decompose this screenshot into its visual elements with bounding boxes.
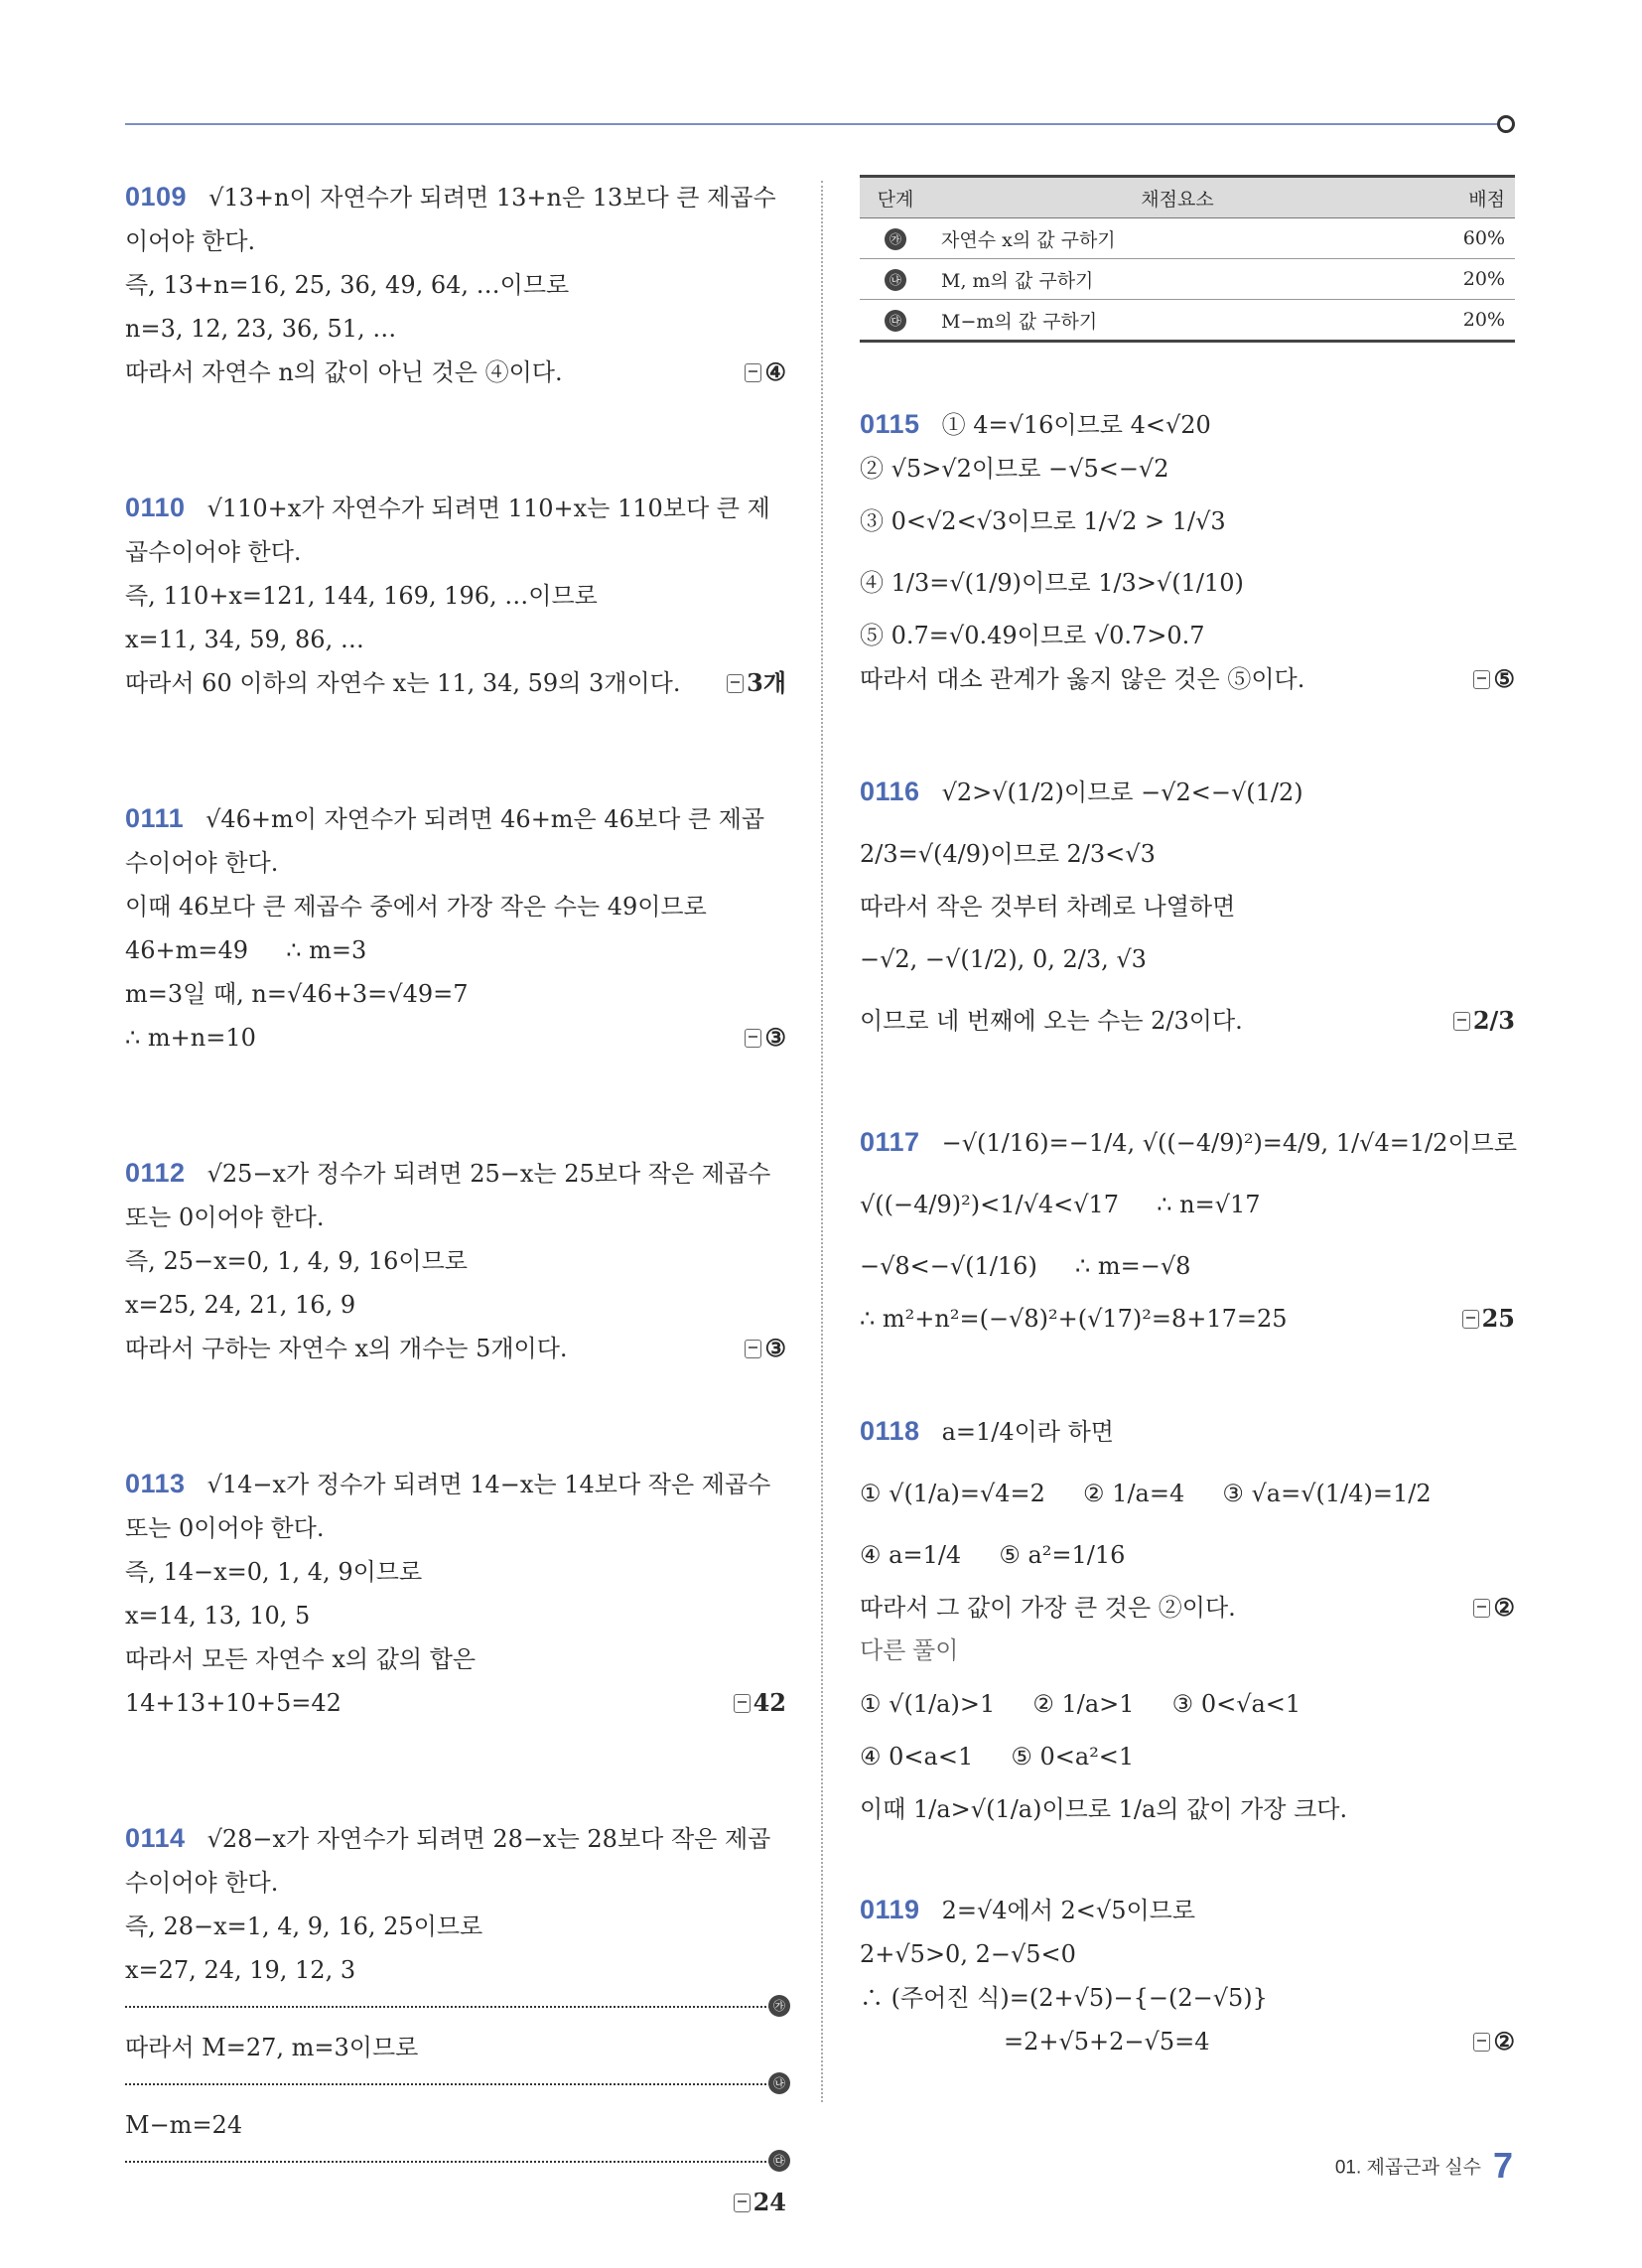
solution-line: ∴ m+n=10 (125, 1024, 256, 1052)
solution-line: √110+x가 자연수가 되려면 110+x는 110보다 큰 제 (206, 495, 770, 522)
solution-line: 46+m=49 ∴ m=3 (125, 936, 367, 964)
problem-number: 0114 (125, 1823, 186, 1853)
problem-number: 0113 (125, 1469, 186, 1498)
answer-value: 3개 (747, 668, 786, 697)
answer-badge-icon (1462, 1310, 1479, 1329)
solution-line: √2>√(1/2)이므로 −√2<−√(1/2) (941, 779, 1303, 806)
solution-line: 따라서 자연수 n의 값이 아닌 것은 ④이다. (125, 358, 563, 386)
answer-badge-icon (1473, 2033, 1490, 2052)
solution-line: −√2, −√(1/2), 0, 2/3, √3 (860, 945, 1147, 973)
solution-line: x=11, 34, 59, 86, … (125, 626, 364, 653)
step-marker: ㉮ (885, 228, 906, 250)
solution-line: 즉, 25−x=0, 1, 4, 9, 16이므로 (125, 1247, 468, 1275)
solution-line: 따라서 그 값이 가장 큰 것은 ②이다. (860, 1594, 1236, 1622)
answer-badge-icon (1473, 670, 1490, 689)
solution-line: 2/3=√(4/9)이므로 2/3<√3 (860, 840, 1156, 868)
problem-0110 (125, 486, 786, 705)
answer (727, 661, 786, 705)
problem-number: 0119 (860, 1895, 920, 1924)
problem-0116 (860, 761, 1515, 1052)
solution-line: 따라서 60 이하의 자연수 x는 11, 34, 59의 3개이다. (125, 669, 681, 697)
answer-value: ② (1493, 1593, 1515, 1622)
table-header: 배점 (1415, 177, 1515, 218)
solution-line: x=27, 24, 19, 12, 3 (125, 1956, 356, 1984)
problem-number: 0109 (125, 182, 188, 212)
solution-line: ④ a=1/4 ⑤ a²=1/16 (860, 1541, 1126, 1569)
problem-0113 (125, 1462, 786, 1725)
alt-solution-label: 다른 풀이 (860, 1637, 959, 1664)
solution-line: ① 4=√16이므로 4<√20 (941, 411, 1211, 439)
solution-line: 14+13+10+5=42 (125, 1689, 342, 1717)
answer-value: 2/3 (1472, 1006, 1515, 1035)
solution-line: 또는 0이어야 한다. (125, 1204, 325, 1231)
chapter-title: 01. 제곱근과 실수 (1334, 2157, 1481, 2179)
solution-line: 수이어야 한다. (125, 849, 279, 877)
problem-0114 (125, 1816, 786, 2224)
solution-line: 따라서 M=27, m=3이므로 (125, 2034, 419, 2061)
answer (1453, 990, 1515, 1052)
step-marker: ㉯ (768, 2072, 790, 2094)
problem-number: 0111 (125, 803, 185, 833)
problem-number: 0118 (860, 1416, 920, 1446)
scoring-table (860, 175, 1515, 343)
problem-0117 (860, 1111, 1518, 1341)
solution-line: ④ 0<a<1 ⑤ 0<a²<1 (860, 1743, 1135, 1771)
answer-value: 25 (1481, 1304, 1515, 1333)
solution-line: M−m=24 (125, 2111, 243, 2139)
solution-line: ⑤ 0.7=√0.49이므로 √0.7>0.7 (860, 622, 1205, 649)
answer (745, 1327, 786, 1370)
solution-line: 2+√5>0, 2−√5<0 (860, 1940, 1076, 1968)
solution-line: √46+m이 자연수가 되려면 46+m은 46보다 큰 제곱 (205, 805, 765, 833)
answer-value: ④ (764, 357, 786, 386)
step-marker: ㉯ (885, 269, 906, 291)
top-rule (125, 123, 1507, 125)
solution-line: √28−x가 자연수가 되려면 28−x는 28보다 작은 제곱 (206, 1825, 771, 1853)
table-row (860, 218, 1515, 259)
solution-line: 이때 1/a>√(1/a)이므로 1/a의 값이 가장 크다. (860, 1795, 1348, 1823)
solution-line: 또는 0이어야 한다. (125, 1514, 325, 1542)
solution-line: √14−x가 정수가 되려면 14−x는 14보다 작은 제곱수 (206, 1471, 771, 1498)
answer (734, 2181, 786, 2224)
solution-line: x=14, 13, 10, 5 (125, 1602, 311, 1630)
solution-line: √13+n이 자연수가 되려면 13+n은 13보다 큰 제곱수 (208, 184, 776, 212)
solution-line: =2+√5+2−√5=4 (1004, 2028, 1210, 2055)
solution-line: √25−x가 정수가 되려면 25−x는 25보다 작은 제곱수 (206, 1160, 771, 1188)
step-marker: ㉰ (885, 310, 906, 332)
solution-line: m=3일 때, n=√46+3=√49=7 (125, 980, 469, 1008)
solution-line: −√(1/16)=−1/4, √((−4/9)²)=4/9, 1/√4=1/2이므로 (941, 1129, 1518, 1157)
solution-line: 따라서 모든 자연수 x의 값의 합은 (125, 1645, 477, 1673)
solution-line: 즉, 13+n=16, 25, 36, 49, 64, …이므로 (125, 271, 570, 299)
solution-line: ② √5>√2이므로 −√5<−√2 (860, 455, 1169, 483)
solution-line: 따라서 대소 관계가 옳지 않은 것은 ⑤이다. (860, 665, 1305, 693)
left-column (125, 175, 786, 2224)
table-cell: M, m의 값 구하기 (931, 259, 1415, 300)
solution-line: n=3, 12, 23, 36, 51, … (125, 315, 397, 343)
problem-number: 0115 (860, 409, 920, 439)
answer-value: 42 (753, 1688, 786, 1717)
step-divider (125, 1999, 786, 2013)
solution-line: 이므로 네 번째에 오는 수는 2/3이다. (860, 1007, 1243, 1035)
table-cell: 20% (1415, 300, 1515, 342)
problem-0118 (860, 1400, 1515, 1840)
answer (1473, 1586, 1515, 1630)
table-header: 채점요소 (931, 177, 1415, 218)
page-number: 7 (1492, 2145, 1513, 2186)
table-cell: M−m의 값 구하기 (931, 300, 1415, 342)
answer-value: ⑤ (1493, 664, 1515, 693)
solution-line: x=25, 24, 21, 16, 9 (125, 1291, 356, 1319)
solution-line: 따라서 구하는 자연수 x의 개수는 5개이다. (125, 1335, 568, 1362)
problem-number: 0116 (860, 777, 920, 806)
solution-line: ④ 1/3=√(1/9)이므로 1/3>√(1/10) (860, 569, 1244, 597)
table-row (860, 300, 1515, 342)
problem-0115 (860, 402, 1515, 701)
table-cell: 20% (1415, 259, 1515, 300)
problem-0109 (125, 175, 786, 394)
page-footer (1335, 2145, 1513, 2187)
solution-line: ∴ (주어진 식)=(2+√5)−{−(2−√5)} (860, 1984, 1268, 2012)
solution-line: 이때 46보다 큰 제곱수 중에서 가장 작은 수는 49이므로 (125, 893, 707, 921)
problem-0112 (125, 1151, 786, 1370)
solution-line: ① √(1/a)=√4=2 ② 1/a=4 ③ √a=√(1/4)=1/2 (860, 1480, 1432, 1507)
solution-line: 즉, 110+x=121, 144, 169, 196, …이므로 (125, 582, 598, 610)
solution-line: 이어야 한다. (125, 227, 256, 255)
problem-0119 (860, 1888, 1515, 2063)
step-divider (125, 2154, 786, 2168)
solution-line: ① √(1/a)>1 ② 1/a>1 ③ 0<√a<1 (860, 1690, 1301, 1718)
problem-number: 0112 (125, 1158, 186, 1188)
solution-line: 즉, 28−x=1, 4, 9, 16, 25이므로 (125, 1913, 483, 1940)
answer-badge-icon (734, 2194, 751, 2212)
solution-line: 즉, 14−x=0, 1, 4, 9이므로 (125, 1558, 423, 1586)
solution-line: −√8<−√(1/16) ∴ m=−√8 (860, 1252, 1191, 1280)
answer-badge-icon (745, 1029, 761, 1048)
right-column (860, 175, 1518, 2063)
solution-line: 2=√4에서 2<√5이므로 (941, 1897, 1196, 1924)
answer-badge-icon (727, 674, 744, 693)
step-marker: ㉰ (768, 2150, 790, 2172)
answer-value: ③ (764, 1023, 786, 1052)
solution-line: 곱수이어야 한다. (125, 538, 302, 566)
step-divider (125, 2076, 786, 2090)
answer-badge-icon (1453, 1012, 1470, 1031)
answer (1473, 2020, 1515, 2063)
problem-0111 (125, 796, 786, 1060)
answer-badge-icon (1473, 1599, 1490, 1618)
answer (745, 351, 786, 394)
solution-line: ③ 0<√2<√3이므로 1/√2 > 1/√3 (860, 507, 1226, 535)
answer (1462, 1297, 1515, 1341)
answer (734, 1681, 786, 1725)
answer-badge-icon (734, 1694, 751, 1713)
solution-line: 수이어야 한다. (125, 1869, 279, 1897)
column-divider (821, 181, 823, 2102)
table-header-row (860, 177, 1515, 218)
solution-line: ∴ m²+n²=(−√8)²+(√17)²=8+17=25 (860, 1305, 1288, 1333)
answer-badge-icon (745, 363, 761, 382)
table-header: 단계 (860, 177, 931, 218)
answer-badge-icon (745, 1340, 761, 1358)
answer (745, 1016, 786, 1060)
solution-line: √((−4/9)²)<1/√4<√17 ∴ n=√17 (860, 1191, 1261, 1218)
solution-line: 따라서 작은 것부터 차례로 나열하면 (860, 893, 1236, 921)
answer-value: ② (1493, 2027, 1515, 2055)
answer-value: ③ (764, 1334, 786, 1362)
top-rule-end-dot (1497, 115, 1515, 133)
answer (1473, 657, 1515, 701)
problem-number: 0117 (860, 1127, 920, 1157)
solution-line: a=1/4이라 하면 (941, 1418, 1114, 1446)
table-cell: 60% (1415, 218, 1515, 259)
answer-value: 24 (753, 2188, 786, 2216)
table-cell: 자연수 x의 값 구하기 (931, 218, 1415, 259)
table-row (860, 259, 1515, 300)
problem-number: 0110 (125, 493, 186, 522)
step-marker: ㉮ (768, 1995, 790, 2017)
